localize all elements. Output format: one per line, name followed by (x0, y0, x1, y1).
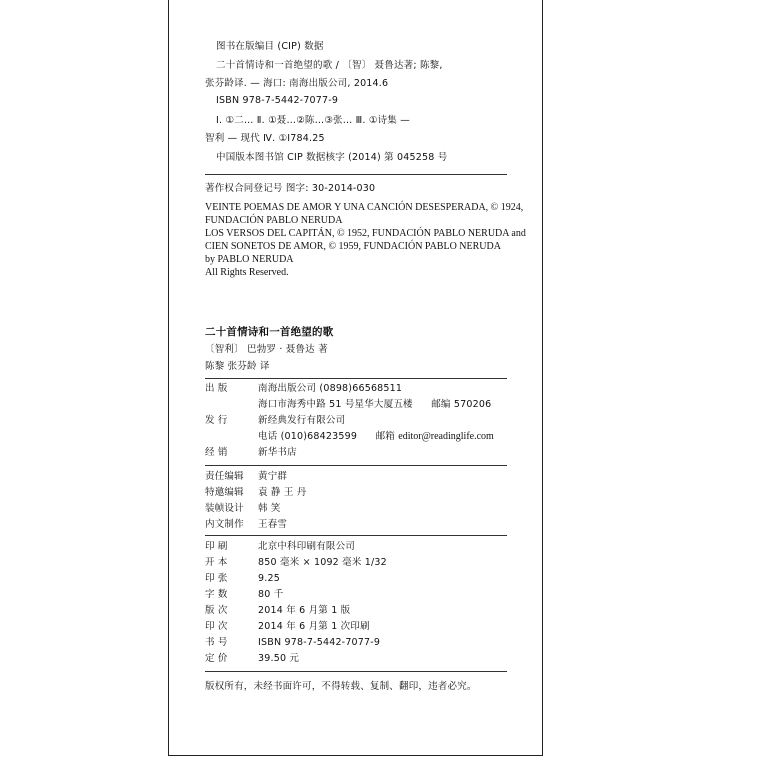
seller-value: 新华书店 (258, 447, 297, 458)
seller-label: 经 销 (205, 447, 228, 458)
divider (205, 465, 507, 466)
publisher-label: 出 版 (205, 383, 228, 394)
postcode-value: 570206 (453, 399, 492, 410)
book-title: 二十首情诗和一首绝望的歌 (205, 326, 334, 338)
divider (205, 378, 507, 379)
staff-row (205, 519, 287, 531)
divider (205, 535, 507, 536)
spec-row (205, 621, 370, 633)
phone-label: 电话 (258, 431, 278, 442)
spec-label: 印 次 (205, 621, 228, 632)
english-line: FUNDACIÓN PABLO NERUDA (205, 215, 343, 226)
spec-row (205, 557, 387, 569)
cip-subject-line1: Ⅰ. ①二… Ⅱ. ①聂…②陈…③张… Ⅲ. ①诗集 — (216, 115, 410, 126)
address-row (258, 399, 491, 411)
cip-entry-line1: 二十首情诗和一首绝望的歌 / 〔智〕 聂鲁达著; 陈黎, (216, 60, 443, 71)
staff-label: 装帧设计 (205, 503, 244, 514)
cip-subject-line2: 智利 — 现代 Ⅳ. ①I784.25 (205, 133, 325, 144)
staff-value: 王春雪 (258, 519, 288, 530)
staff-label: 特邀编辑 (205, 487, 244, 498)
spec-label: 书 号 (205, 637, 228, 648)
english-line: VEINTE POEMAS DE AMOR Y UNA CANCIÓN DESESPERADA, © 1924, (205, 202, 524, 213)
staff-label: 责任编辑 (205, 471, 244, 482)
english-line: LOS VERSOS DEL CAPITÁN, © 1952, FUNDACIÓN PABLO NERUDA and (205, 228, 526, 239)
cip-title: 图书在版编目 (CIP) 数据 (216, 41, 324, 52)
staff-row (205, 471, 287, 483)
spec-label: 字 数 (205, 589, 228, 600)
email-value: editor@readinglife.com (398, 431, 494, 442)
copyright-registration: 著作权合同登记号 图字: 30-2014-030 (205, 183, 376, 194)
divider (205, 174, 507, 175)
english-line: All Rights Reserved. (205, 267, 289, 278)
staff-value: 韩 笑 (258, 503, 281, 514)
spec-label: 版 次 (205, 605, 228, 616)
spec-value: ISBN 978-7-5442-7077-9 (258, 637, 381, 648)
distributor-row (205, 415, 345, 427)
cip-number: 中国版本图书馆 CIP 数据核字 (2014) 第 045258 号 (216, 152, 448, 163)
staff-row (205, 503, 281, 515)
spec-row (205, 573, 280, 585)
english-line: CIEN SONETOS DE AMOR, © 1959, FUNDACIÓN PABLO NERUDA (205, 241, 501, 252)
publisher-value: 南海出版公司 (0898)66568511 (258, 383, 403, 394)
spec-value: 9.25 (258, 573, 280, 584)
book-translator: 陈黎 张芬龄 译 (205, 361, 270, 372)
staff-label: 内文制作 (205, 519, 244, 530)
cip-isbn: ISBN 978-7-5442-7077-9 (216, 95, 339, 106)
postcode-label: 邮编 (431, 399, 451, 410)
email-label: 邮箱 (375, 431, 396, 442)
spec-label: 定 价 (205, 653, 228, 664)
seller-row (205, 447, 297, 459)
phone-value: (010)68423599 (280, 431, 358, 442)
spec-row (205, 605, 350, 617)
rights-notice: 版权所有，未经书面许可，不得转载、复制、翻印，违者必究。 (205, 681, 477, 692)
divider (205, 671, 507, 672)
spec-value: 2014 年 6 月第 1 版 (258, 605, 351, 616)
spec-value: 850 毫米 × 1092 毫米 1/32 (258, 557, 387, 568)
spec-row (205, 589, 283, 601)
spec-value: 80 千 (258, 589, 284, 600)
contact-row (258, 431, 494, 443)
staff-value: 袁 静 王 丹 (258, 487, 307, 498)
spec-label: 印 张 (205, 573, 228, 584)
spec-row (205, 637, 380, 649)
spec-value: 北京中科印刷有限公司 (258, 541, 356, 552)
distributor-value: 新经典发行有限公司 (258, 415, 346, 426)
spec-row (205, 541, 355, 553)
cip-entry-line2: 张芬龄译. — 海口: 南海出版公司, 2014.6 (205, 78, 389, 89)
english-line: by PABLO NERUDA (205, 254, 294, 265)
publisher-address: 海口市海秀中路 51 号星华大厦五楼 (258, 399, 413, 410)
staff-value: 黄宁群 (258, 471, 288, 482)
spec-value: 39.50 元 (258, 653, 300, 664)
spec-label: 开 本 (205, 557, 228, 568)
spec-value: 2014 年 6 月第 1 次印刷 (258, 621, 370, 632)
book-author: 〔智利〕 巴勃罗 · 聂鲁达 著 (205, 344, 328, 355)
publisher-row (205, 383, 402, 395)
spec-label: 印 刷 (205, 541, 228, 552)
staff-row (205, 487, 306, 499)
distributor-label: 发 行 (205, 415, 228, 426)
spec-row (205, 653, 299, 665)
